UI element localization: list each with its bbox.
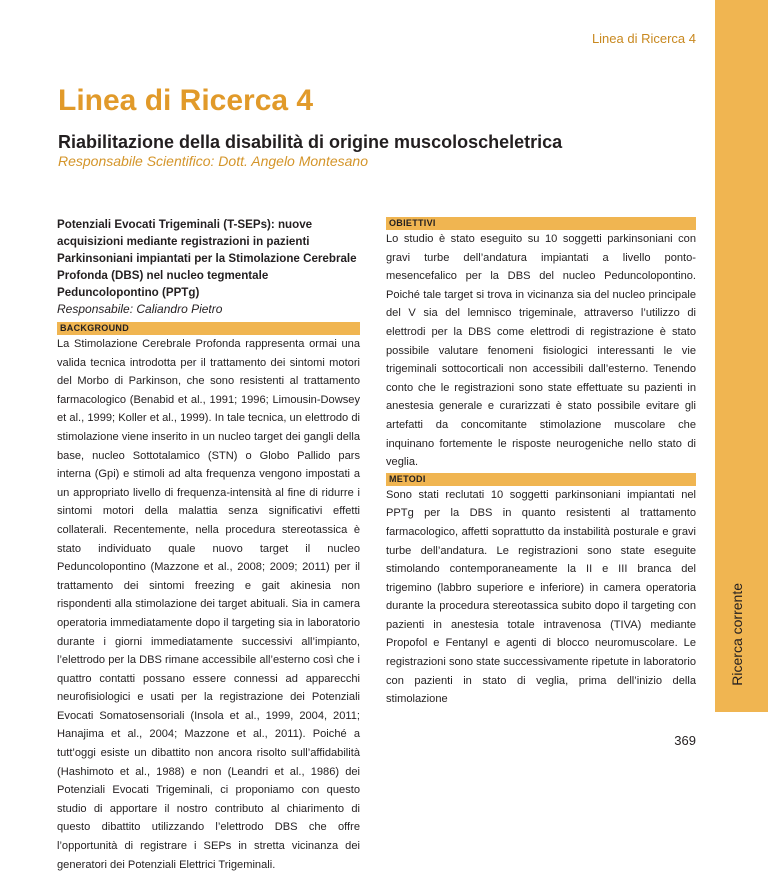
background-label: BACKGROUND — [57, 322, 360, 335]
running-header: Linea di Ricerca 4 — [591, 31, 696, 46]
background-text: La Stimolazione Cerebrale Profonda rappresenta ormai una valida tecnica introdotta per il trattamento dei sintomi motori del Morbo di Parkinson, che sono resistenti al trattamento farmacologico (Benabid et al., 1991; 1996; Limousin-Dowsey et al., 1999; Koller et al., 1999). In tale tecnica, un elettrodo di stimolazione viene inserito in un nucleo target dei gangli della base, nucleo Sottotalamico (STN) o Globo Pallido pars interna (Gpi) e stimoli ad alta frequenza vengono impostati a un appropriato livello di frequenza-intensità al fine di ridurre i sintomi motori della malattia senza significativi effetti collaterali. Recentemente, nella procedura stereotassica è stato individuato quale nuovo target il nucleo Peduncolopontino (Mazzone et al., 2008; 2009; 2011) per il trattamento dei sintomi freezing e gait akinesia non rispondenti alla stimolazione dei target abituali. Sia in camera operatoria immediatamente dopo il targeting sia in laboratorio durante i giorni immediatamente successivi all’impianto, l’elettrodo per la DBS rimane accessibile all’esterno così che i quattro contatti possano essere connessi ad apparecchi neurofisiologici e usati per la registrazione dei Potenziali Evocati Somatosensoriali (Insola et al., 1999, 2004, 2011; Hanajima et al., 2004; Mazzone et al., 2011). Poiché a tutt’oggi esiste un dibattito non ancora risolto sull’affidabilità (Hashimoto et al., 1988) e non (Leandri et al., 1986) dei Potenziali Evocati Trigeminali, ci proponiamo con questo studio di apportare il nostro contributo al chiarimento di questo dibattito utilizzando l’elettrodo DBS che offre l’opportunità di registrare i SEPs in stretta vicinanza dei generatori dei Potenziali Elettrici Trigeminali. — [57, 338, 360, 871]
scientific-responsible: Responsabile Scientifico: Dott. Angelo Montesano — [58, 153, 368, 169]
right-column — [386, 216, 696, 709]
methods-label: METODI — [386, 473, 696, 486]
methods-text: Sono stati reclutati 10 soggetti parkinsoniani impiantati nel PPTg per la DBS in quanto resistenti al trattamento farmacologico, affetti soprattutto da instabilità posturale e gravi turbe dell’andatura. Le registrazioni sono state eseguite stimolando contemporaneamente la II e III branca del trigemino (labbro superiore e inferiore) in camera operatoria durante la procedura stereotassica subito dopo il targeting con pazienti in anestesia totale intravenosa (TIVA) mediante Propofol e Fentanyl e agenti di blocco neuromuscolare. Le registrazioni sono state successivamente ripetute in laboratorio con pazienti in stato di veglia, prima dell’inizio della stimolazione — [386, 488, 696, 706]
sidebar-label: Ricerca corrente — [729, 583, 745, 686]
article-title: Potenziali Evocati Trigeminali (T-SEPs): nuove acquisizioni mediante registrazioni in pazienti Parkinsoniani impiantati per la Stimolazione Cerebrale Profonda (DBS) nel nucleo tegmentale Peduncolopontino (PPTg) — [57, 218, 357, 299]
left-column — [57, 216, 360, 874]
chapter-title: Linea di Ricerca 4 — [58, 84, 314, 117]
objectives-text: Lo studio è stato eseguito su 10 soggetti parkinsoniani con gravi turbe dell’andatura impiantati a livello ponto-mesencefalico per la DBS del nucleo Peduncolopontino. Poiché tale target si trova in vicinanza sia del nucleo principale del V sia del lemnisco trigeminale, attraverso l’utilizzo di elettrodi per la DBS come elettrodi di registrazione è stato possibile valutare fenomeni fisiologici interessanti le vie trigeminali sottocorticali non accessibili dall’esterno. Tenendo conto che le registrazioni sono state effettuate su pazienti in anestesia generale e curarizzati è stato possibile evitare gli artefatti da concomitante stimolazione muscolare che inquinano fortemente le risposte neurogeniche nello stato di veglia. — [386, 233, 696, 469]
article-responsible: Responsabile: Caliandro Pietro — [57, 302, 223, 316]
objectives-label: OBIETTIVI — [386, 217, 696, 230]
page-number: 369 — [674, 733, 696, 748]
chapter-subtitle: Riabilitazione della disabilità di origine muscoloscheletrica — [58, 132, 563, 152]
